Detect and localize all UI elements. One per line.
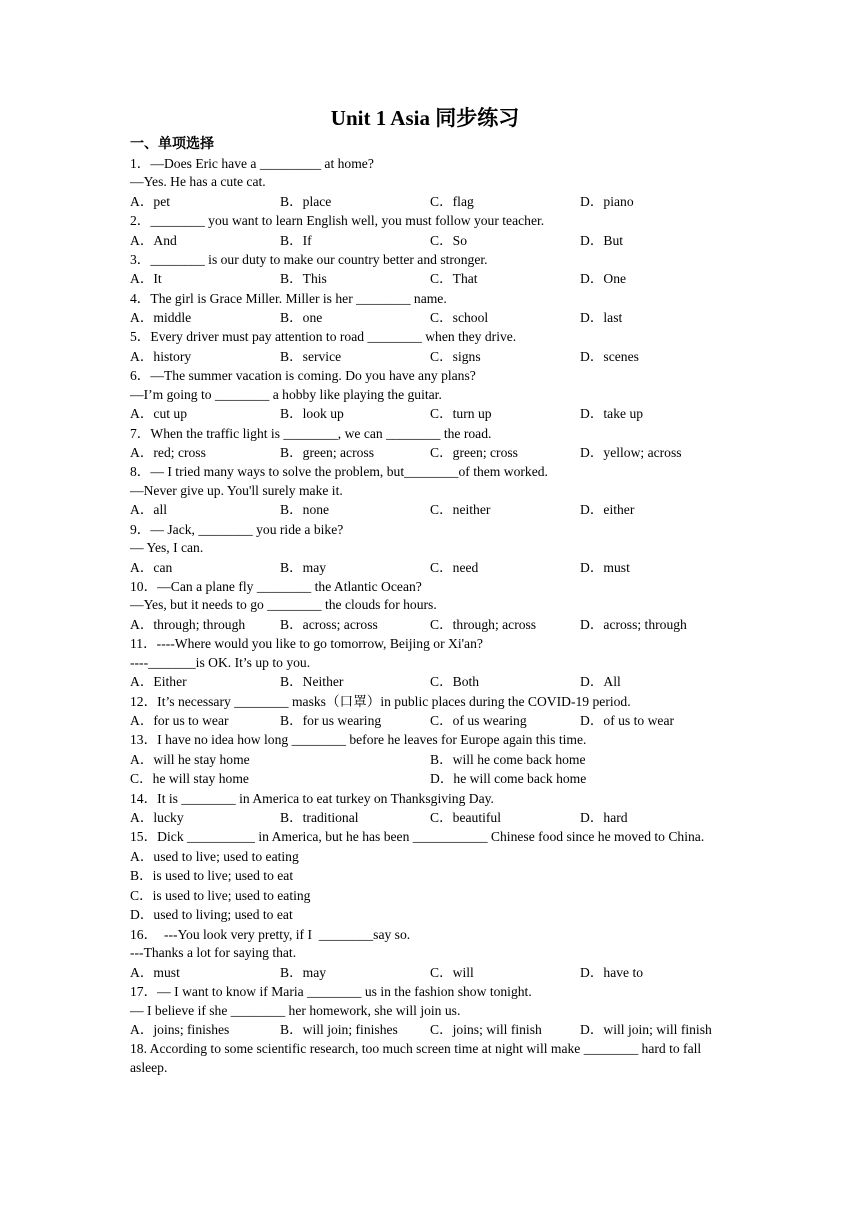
question-stem-line: 11．----Where would you like to go tomorrow, Beijing or Xi'an? <box>130 636 483 652</box>
question-item <box>130 693 730 731</box>
question-item <box>130 212 730 250</box>
options-row <box>130 847 730 867</box>
question-stem-line: —I’m going to ________ a hobby like playing the guitar. <box>130 386 442 402</box>
answer-option[interactable]: D．But <box>580 232 624 248</box>
question-item <box>130 1040 730 1077</box>
answer-option[interactable]: B．one <box>280 310 323 326</box>
question-stem-line: 18. According to some scientific research, too much screen time at night will make ________ hard to fall asleep. <box>130 1041 702 1075</box>
question-stem-line: — I believe if she ________ her homework, she will join us. <box>130 1002 461 1018</box>
answer-option[interactable]: B．will he come back home <box>430 751 586 767</box>
answer-option[interactable]: C．neither <box>430 502 491 518</box>
options-row <box>130 558 730 578</box>
answer-option[interactable]: A．Either <box>130 674 187 690</box>
question-item <box>130 521 730 578</box>
answer-option[interactable]: D．piano <box>580 193 634 209</box>
question-list <box>130 155 730 1078</box>
options-row <box>130 443 730 463</box>
question-stem-line: 9．— Jack, ________ you ride a bike? <box>130 521 344 537</box>
answer-option[interactable]: C．green; cross <box>430 445 518 461</box>
question-stem-line: — Yes, I can. <box>130 540 204 556</box>
question-stem-line: 10．—Can a plane fly ________ the Atlantic Ocean? <box>130 578 422 594</box>
question-item <box>130 328 730 366</box>
answer-option[interactable]: C．flag <box>430 193 474 209</box>
answer-option[interactable]: C．need <box>430 559 479 575</box>
options-row <box>130 672 730 692</box>
answer-option[interactable]: B．Neither <box>280 674 344 690</box>
answer-option[interactable]: D．All <box>580 674 621 690</box>
question-stem-line: ----_______is OK. It’s up to you. <box>130 654 311 670</box>
answer-option[interactable]: A．pet <box>130 193 171 209</box>
question-stem-line: 13．I have no idea how long ________ before he leaves for Europe again this time. <box>130 732 587 748</box>
answer-option[interactable]: D．will join; will finish <box>580 1022 712 1038</box>
options-row <box>130 866 730 886</box>
answer-option[interactable]: D．he will come back home <box>430 771 587 787</box>
options-row <box>130 750 730 770</box>
question-stem-line: —Never give up. You'll surely make it. <box>130 482 343 498</box>
answer-option[interactable]: D．of us to wear <box>580 713 675 729</box>
answer-option[interactable]: D．last <box>580 310 623 326</box>
answer-option[interactable]: C．Both <box>430 674 480 690</box>
question-stem-line: 14．It is ________ in America to eat turkey on Thanksgiving Day. <box>130 790 494 806</box>
options-row <box>130 905 730 925</box>
answer-option[interactable]: C．is used to live; used to eating <box>130 887 311 903</box>
options-row <box>130 769 730 789</box>
question-stem-line: 12．It’s necessary ________ masks（口罩）in public places during the COVID-19 period. <box>130 693 631 709</box>
answer-option[interactable]: A．red; cross <box>130 445 206 461</box>
answer-option[interactable]: B．will join; finishes <box>280 1022 398 1038</box>
question-item <box>130 251 730 289</box>
answer-option[interactable]: A．must <box>130 964 180 980</box>
answer-option[interactable]: D．yellow; across <box>580 445 682 461</box>
answer-option[interactable]: D．must <box>580 559 630 575</box>
answer-option[interactable]: B．is used to live; used to eat <box>130 868 294 884</box>
answer-option[interactable]: A．for us to wear <box>130 713 229 729</box>
answer-option[interactable]: A．And <box>130 232 177 248</box>
options-row <box>130 308 730 328</box>
section-heading: 一、单项选择 <box>130 137 214 152</box>
question-item <box>130 926 730 983</box>
answer-option[interactable]: C．of us wearing <box>430 713 527 729</box>
answer-option[interactable]: D．scenes <box>580 348 639 364</box>
question-stem-line: 17．— I want to know if Maria ________ us in the fashion show tonight. <box>130 984 532 1000</box>
answer-option[interactable]: C．signs <box>430 348 481 364</box>
question-stem-line: 7．When the traffic light is ________, we can ________ the road. <box>130 425 492 441</box>
question-item <box>130 367 730 424</box>
options-row <box>130 808 730 828</box>
answer-option[interactable]: A．used to live; used to eating <box>130 848 299 864</box>
answer-option[interactable]: D．used to living; used to eat <box>130 907 293 923</box>
answer-option[interactable]: A．lucky <box>130 810 184 826</box>
answer-option[interactable]: C．will <box>430 964 474 980</box>
options-row <box>130 1020 730 1040</box>
answer-option[interactable]: A．can <box>130 559 173 575</box>
question-stem-line: 3．________ is our duty to make our country better and stronger. <box>130 251 488 267</box>
answer-option[interactable]: C．That <box>430 271 478 287</box>
question-item <box>130 790 730 828</box>
question-stem-line: 15．Dick __________ in America, but he has been ___________ Chinese food since he moved to China. <box>130 829 705 845</box>
answer-option[interactable]: C．turn up <box>430 406 492 422</box>
answer-option[interactable]: B．service <box>280 348 342 364</box>
options-row <box>130 404 730 424</box>
answer-option[interactable]: A．middle <box>130 310 192 326</box>
answer-option[interactable]: B．may <box>280 559 327 575</box>
answer-option[interactable]: A．cut up <box>130 406 188 422</box>
question-stem-line: 6．—The summer vacation is coming. Do you have any plans? <box>130 368 476 384</box>
answer-option[interactable]: D．across; through <box>580 616 687 632</box>
answer-option[interactable]: C．So <box>430 232 468 248</box>
options-row <box>130 711 730 731</box>
question-item <box>130 731 730 789</box>
answer-option[interactable]: C．beautiful <box>430 810 501 826</box>
answer-option[interactable]: B．none <box>280 502 330 518</box>
answer-option[interactable]: D．hard <box>580 810 628 826</box>
answer-option[interactable]: C．through; across <box>430 616 537 632</box>
answer-option[interactable]: B．If <box>280 232 312 248</box>
options-row <box>130 500 730 520</box>
question-item <box>130 635 730 692</box>
question-item <box>130 983 730 1040</box>
answer-option[interactable]: A．history <box>130 348 192 364</box>
worksheet-page <box>130 103 730 1077</box>
answer-option[interactable]: B．This <box>280 271 327 287</box>
answer-option[interactable]: A．will he stay home <box>130 751 250 767</box>
answer-option[interactable]: B．look up <box>280 406 344 422</box>
question-stem-line: 1．—Does Eric have a _________ at home? <box>130 155 374 171</box>
answer-option[interactable]: B．for us wearing <box>280 713 382 729</box>
answer-option[interactable]: D．either <box>580 502 635 518</box>
question-stem-line: —Yes, but it needs to go ________ the clouds for hours. <box>130 597 437 613</box>
answer-option[interactable]: B．place <box>280 193 332 209</box>
answer-option[interactable]: D．have to <box>580 964 644 980</box>
answer-option[interactable]: C．joins; will finish <box>430 1022 542 1038</box>
options-row <box>130 347 730 367</box>
answer-option[interactable]: B．traditional <box>280 810 359 826</box>
options-row <box>130 963 730 983</box>
answer-option[interactable]: D．One <box>580 271 627 287</box>
options-row <box>130 615 730 635</box>
question-item <box>130 155 730 212</box>
question-stem-line: 16． ---You look very pretty, if I ________say so. <box>130 926 411 942</box>
answer-option[interactable]: C．school <box>430 310 489 326</box>
answer-option[interactable]: B．across; across <box>280 616 378 632</box>
question-stem-line: —Yes. He has a cute cat. <box>130 174 266 190</box>
answer-option[interactable]: A．joins; finishes <box>130 1022 230 1038</box>
options-row <box>130 886 730 906</box>
options-row <box>130 192 730 212</box>
question-stem-line: 4．The girl is Grace Miller. Miller is her ________ name. <box>130 290 447 306</box>
question-item <box>130 578 730 635</box>
answer-option[interactable]: A．It <box>130 271 162 287</box>
question-item <box>130 463 730 520</box>
answer-option[interactable]: B．green; across <box>280 445 374 461</box>
page-title: Unit 1 Asia 同步练习 <box>330 106 520 130</box>
question-stem-line: 8．— I tried many ways to solve the problem, but________of them worked. <box>130 464 548 480</box>
answer-option[interactable]: D．take up <box>580 406 644 422</box>
answer-option[interactable]: C．he will stay home <box>130 771 249 787</box>
answer-option[interactable]: A．through; through <box>130 616 246 632</box>
question-stem-line: 5．Every driver must pay attention to road ________ when they drive. <box>130 329 517 345</box>
question-item <box>130 425 730 463</box>
answer-option[interactable]: B．may <box>280 964 327 980</box>
question-item <box>130 828 730 925</box>
question-item <box>130 290 730 328</box>
options-row <box>130 269 730 289</box>
answer-option[interactable]: A．all <box>130 502 167 518</box>
question-stem-line: ---Thanks a lot for saying that. <box>130 945 297 961</box>
options-row <box>130 231 730 251</box>
question-stem-line: 2．________ you want to learn English well, you must follow your teacher. <box>130 213 545 229</box>
